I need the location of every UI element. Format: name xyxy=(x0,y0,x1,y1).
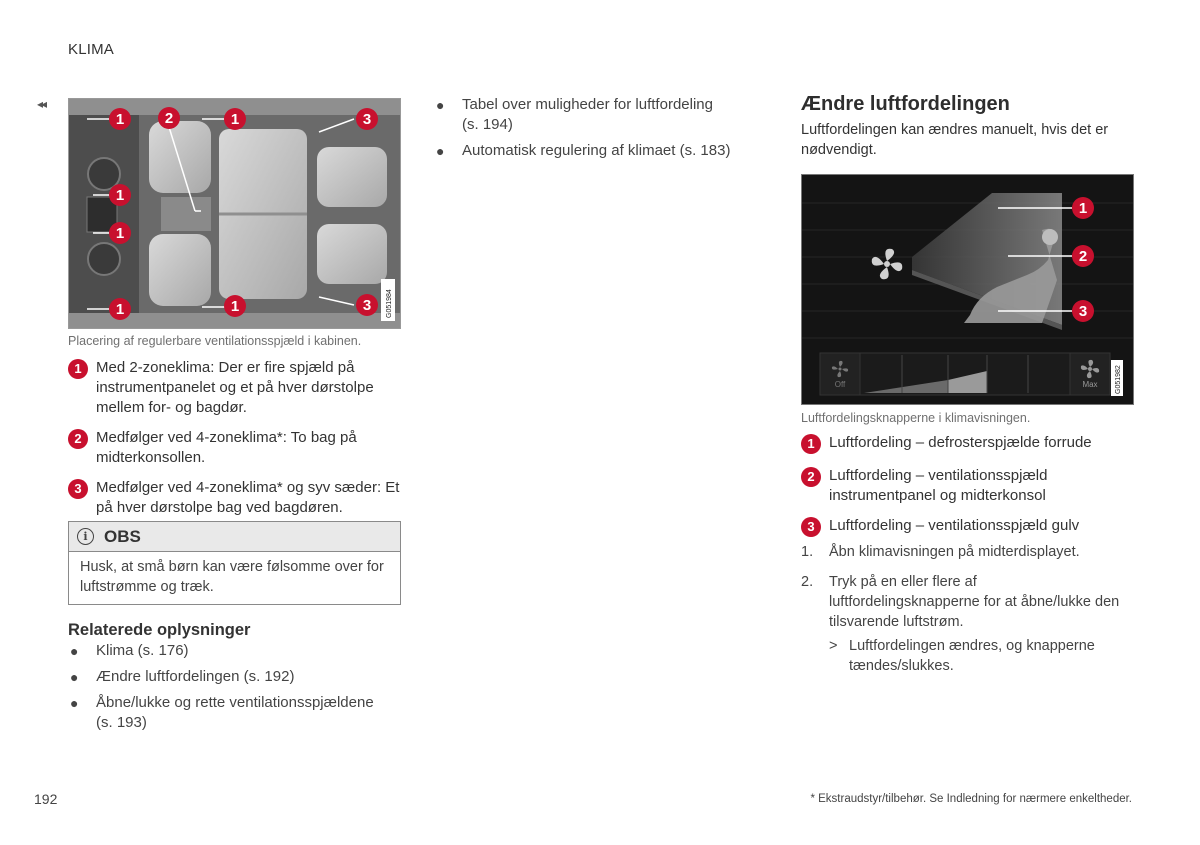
instruction-steps xyxy=(801,542,1131,676)
related-title: Relaterede oplysninger xyxy=(68,621,251,639)
figure-code: G051984 xyxy=(386,289,393,318)
number-badge: 2 xyxy=(68,429,88,449)
off-label: Off xyxy=(834,380,846,389)
list-item-text: Luftfordeling – ventilationsspjæld instrumentpanel og midterkonsol xyxy=(829,467,1048,504)
list-item xyxy=(68,478,401,518)
number-badge: 3 xyxy=(801,517,821,537)
intro-text: Luftfordelingen kan ændres manuelt, hvis det er nødvendigt. xyxy=(801,122,1109,158)
callout-1: 1 xyxy=(115,111,125,128)
obs-header xyxy=(69,522,400,552)
list-item xyxy=(68,358,401,418)
section-heading: Ændre luftfordelingen xyxy=(801,93,1010,115)
figure-code: G051982 xyxy=(1115,365,1122,394)
callout-1: 1 xyxy=(115,187,125,204)
obs-note xyxy=(68,521,401,605)
related-link[interactable]: ● Åbne/lukke og rette ventilationsspjældene (s. 193) xyxy=(70,694,374,731)
related-link[interactable]: ● Klima (s. 176) xyxy=(70,642,189,659)
callout-1: 1 xyxy=(115,225,125,242)
distribution-list xyxy=(801,433,1136,547)
max-label: Max xyxy=(1082,380,1098,389)
callout-3: 3 xyxy=(1078,303,1088,320)
callout-3: 3 xyxy=(362,111,372,128)
vent-location-list xyxy=(68,358,401,528)
callout-1: 1 xyxy=(230,298,240,315)
list-item-text: Luftfordeling – defrosterspjælde forrude xyxy=(829,434,1092,451)
number-badge: 1 xyxy=(801,434,821,454)
number-badge: 3 xyxy=(68,479,88,499)
climate-display-figure xyxy=(801,174,1134,405)
step-item: 1. Åbn klimavisningen på midterdisplayet. xyxy=(801,544,1080,560)
callout-2: 2 xyxy=(164,110,174,127)
step-result: > Luftfordelingen ændres, og knapperne tændes/slukkes. xyxy=(829,638,1095,674)
list-item-text: Medfølger ved 4-zoneklima*: To bag på midterkonsollen. xyxy=(96,429,357,466)
related-link[interactable]: ● Automatisk regulering af klimaet (s. 183) xyxy=(436,142,731,159)
middle-links xyxy=(434,95,744,167)
related-links xyxy=(68,641,398,739)
callout-1: 1 xyxy=(230,111,240,128)
related-link[interactable]: ● Ændre luftfordelingen (s. 192) xyxy=(70,668,295,685)
callout-2: 2 xyxy=(1078,248,1088,265)
list-item xyxy=(801,466,1136,506)
figure2-caption: Luftfordelingsknapperne i klimavisningen. xyxy=(801,411,1031,425)
list-item xyxy=(801,516,1136,537)
footnote: * Ekstraudstyr/tilbehør. Se Indledning for nærmere enkeltheder. xyxy=(810,793,1132,805)
back-arrows-icon[interactable]: ◂◂ xyxy=(37,97,46,111)
number-badge: 2 xyxy=(801,467,821,487)
list-item-text: Luftfordeling – ventilationsspjæld gulv xyxy=(829,517,1080,534)
obs-body: Husk, at små børn kan være følsomme over for luftstrømme og træk. xyxy=(80,559,384,595)
step-item: 2. Tryk på en eller flere af luftfordelingsknapperne for at åbne/lukke den tilsvarende luftstrøm. xyxy=(801,574,1120,630)
list-item-text: Medfølger ved 4-zoneklima* og syv sæder: Et på hver dørstolpe bag ved bagdøren. xyxy=(96,479,400,516)
info-icon: i xyxy=(77,528,94,545)
obs-title: OBS xyxy=(104,526,141,546)
section-header: KLIMA xyxy=(68,41,115,58)
list-item xyxy=(801,433,1136,454)
list-item-text: Med 2-zoneklima: Der er fire spjæld på instrumentpanelet og et på hver dørstolpe mellem for- og bagdør. xyxy=(96,359,374,416)
callout-3: 3 xyxy=(362,297,372,314)
number-badge: 1 xyxy=(68,359,88,379)
cabin-vents-figure xyxy=(68,98,401,329)
page-number: 192 xyxy=(34,791,58,807)
figure1-caption: Placering af regulerbare ventilationsspjæld i kabinen. xyxy=(68,334,362,348)
callout-1: 1 xyxy=(115,301,125,318)
related-link[interactable]: ● Tabel over muligheder for luftfordeling (s. 194) xyxy=(436,96,713,133)
callout-1: 1 xyxy=(1078,200,1088,217)
list-item xyxy=(68,428,401,468)
